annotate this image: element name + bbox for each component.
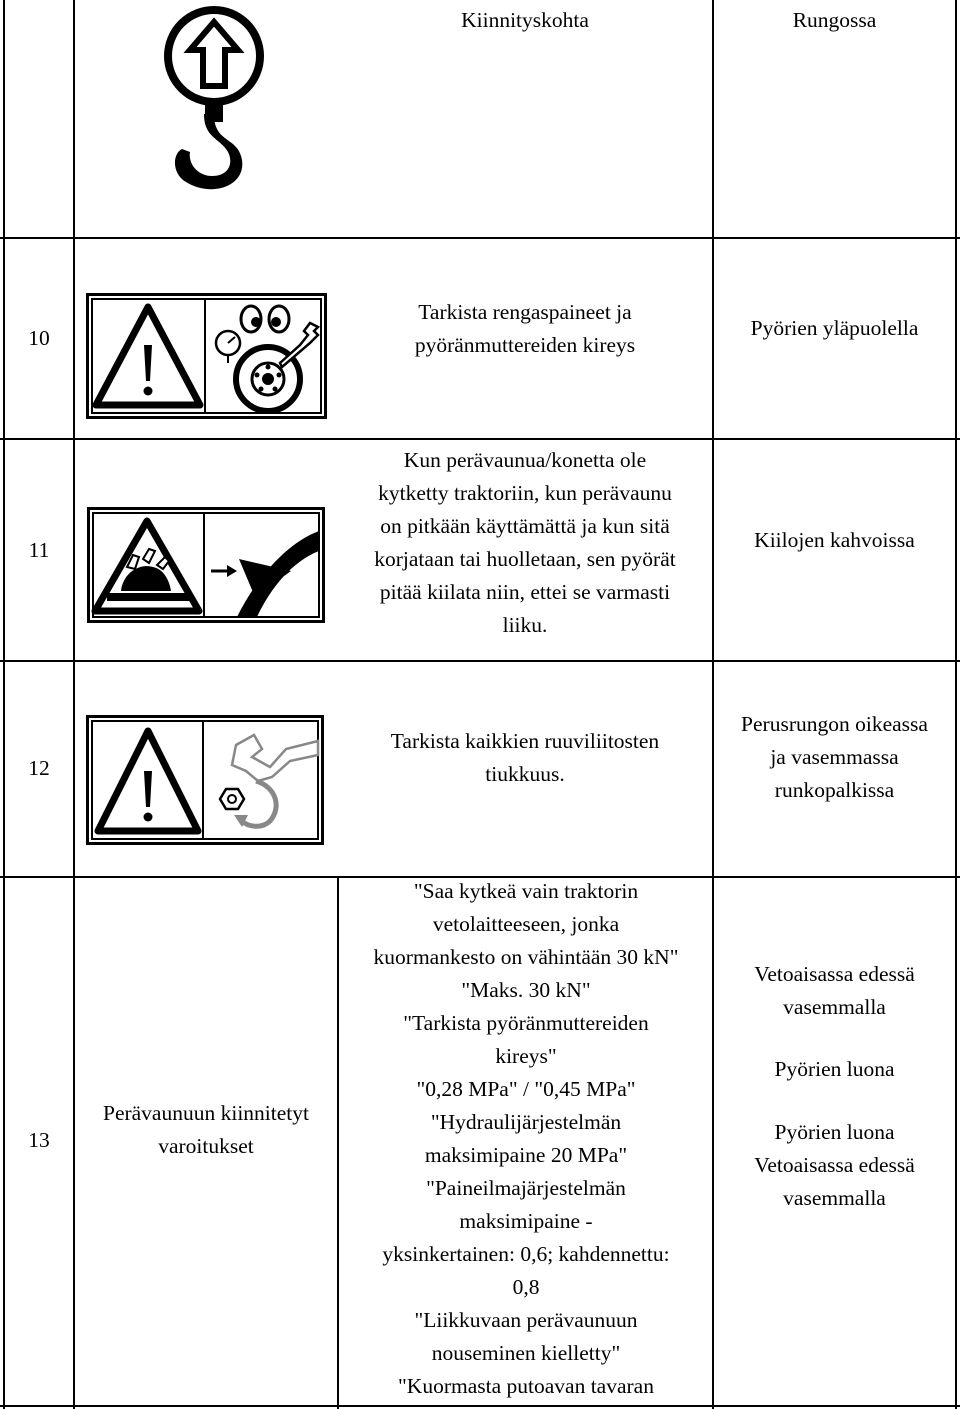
text-line	[713, 1086, 956, 1116]
text-line: pyöränmuttereiden kireys	[414, 333, 636, 357]
table-border-left	[3, 0, 5, 1409]
row-12-number	[4, 752, 74, 785]
row-13-location	[713, 958, 956, 1222]
row-number: 11	[28, 538, 50, 562]
text-line: "Saa kytkeä vain traktorin	[413, 879, 639, 903]
text-line: "Paineilmajärjestelmän	[426, 1176, 626, 1200]
row-number: 13	[28, 1128, 50, 1152]
table-column-divider	[73, 0, 75, 1409]
text-line: kuormankesto on vähintään 30 kN"	[373, 945, 679, 969]
text-line: Pyörien yläpuolella	[750, 316, 919, 340]
bolt-tightening-warning-icon	[86, 715, 324, 845]
row-number: 12	[28, 756, 50, 780]
text-line: korjataan tai huolletaan, sen pyörät	[374, 547, 676, 571]
row-11-number	[4, 534, 74, 567]
text-line: Rungossa	[792, 8, 877, 32]
text-line: vetolaitteeseen, jonka	[432, 912, 620, 936]
text-line: on pitkään käyttämättä ja kun sitä	[380, 514, 670, 538]
row-13-description	[339, 875, 713, 1405]
text-line: kytketty traktoriin, kun perävaunu	[378, 481, 672, 505]
text-line: Kiinnityskohta	[461, 8, 589, 32]
text-line: runkopalkissa	[774, 778, 895, 802]
text-line: vasemmalla	[783, 995, 886, 1019]
row-divider	[0, 237, 960, 239]
row-13-number	[4, 1124, 74, 1157]
text-line: kireys"	[495, 1044, 557, 1068]
row-12-location	[713, 708, 956, 807]
text-line: "Tarkista pyöränmuttereiden	[403, 1011, 649, 1035]
row-1-location	[713, 4, 956, 37]
text-line: Tarkista kaikkien ruuviliitosten	[390, 729, 660, 753]
text-line: "Hydraulijärjestelmän	[430, 1110, 622, 1134]
row-number: 10	[28, 326, 50, 350]
text-line: maksimipaine 20 MPa"	[424, 1143, 628, 1167]
text-line: Tarkista rengaspaineet ja	[418, 300, 632, 324]
tire-pressure-warning-icon	[86, 293, 327, 419]
text-line: nouseminen kielletty"	[431, 1341, 621, 1365]
row-divider	[0, 438, 960, 440]
text-line: Pyörien luona	[774, 1057, 895, 1081]
text-line: vasemmalla	[783, 1186, 886, 1210]
text-line: 0,8	[512, 1275, 540, 1299]
text-line: varoitukset	[158, 1134, 254, 1158]
row-1-description	[337, 4, 713, 37]
row-13-title	[74, 1097, 338, 1163]
text-line: ja vasemmassa	[770, 745, 899, 769]
text-line: maksimipaine -	[459, 1209, 593, 1233]
row-10-description	[337, 296, 713, 362]
row-10-location	[713, 312, 956, 345]
text-line: Vetoaisassa edessä	[754, 962, 915, 986]
text-line: Perusrungon oikeassa	[741, 712, 928, 736]
text-line: pitää kiilata niin, ettei se varmasti	[379, 580, 671, 604]
text-line: Perävaunuun kiinnitetyt	[102, 1101, 309, 1125]
lifting-hook-icon	[158, 4, 270, 196]
text-line: liiku.	[502, 613, 548, 637]
text-line: Vetoaisassa edessä	[754, 1153, 915, 1177]
row-10-number	[4, 322, 74, 355]
text-line: "Kuormasta putoavan tavaran	[398, 1374, 654, 1398]
row-divider	[0, 660, 960, 662]
text-line: tiukkuus.	[485, 762, 565, 786]
text-line: yksinkertainen: 0,6; kahdennettu:	[382, 1242, 670, 1266]
text-line: "Liikkuvaan perävaunuun	[414, 1308, 638, 1332]
wheel-chock-warning-icon	[87, 507, 325, 623]
text-line: Kun perävaunua/konetta ole	[403, 448, 647, 472]
text-line: Kiilojen kahvoissa	[754, 528, 915, 552]
text-line: "0,28 MPa" / "0,45 MPa"	[416, 1077, 636, 1101]
table-border-bottom	[0, 1405, 960, 1407]
text-line	[713, 1024, 956, 1053]
text-line: "Maks. 30 kN"	[461, 978, 591, 1002]
text-line: Pyörien luona	[774, 1120, 895, 1144]
row-11-description	[337, 444, 713, 642]
row-11-location	[713, 524, 956, 557]
row-12-description	[337, 725, 713, 791]
